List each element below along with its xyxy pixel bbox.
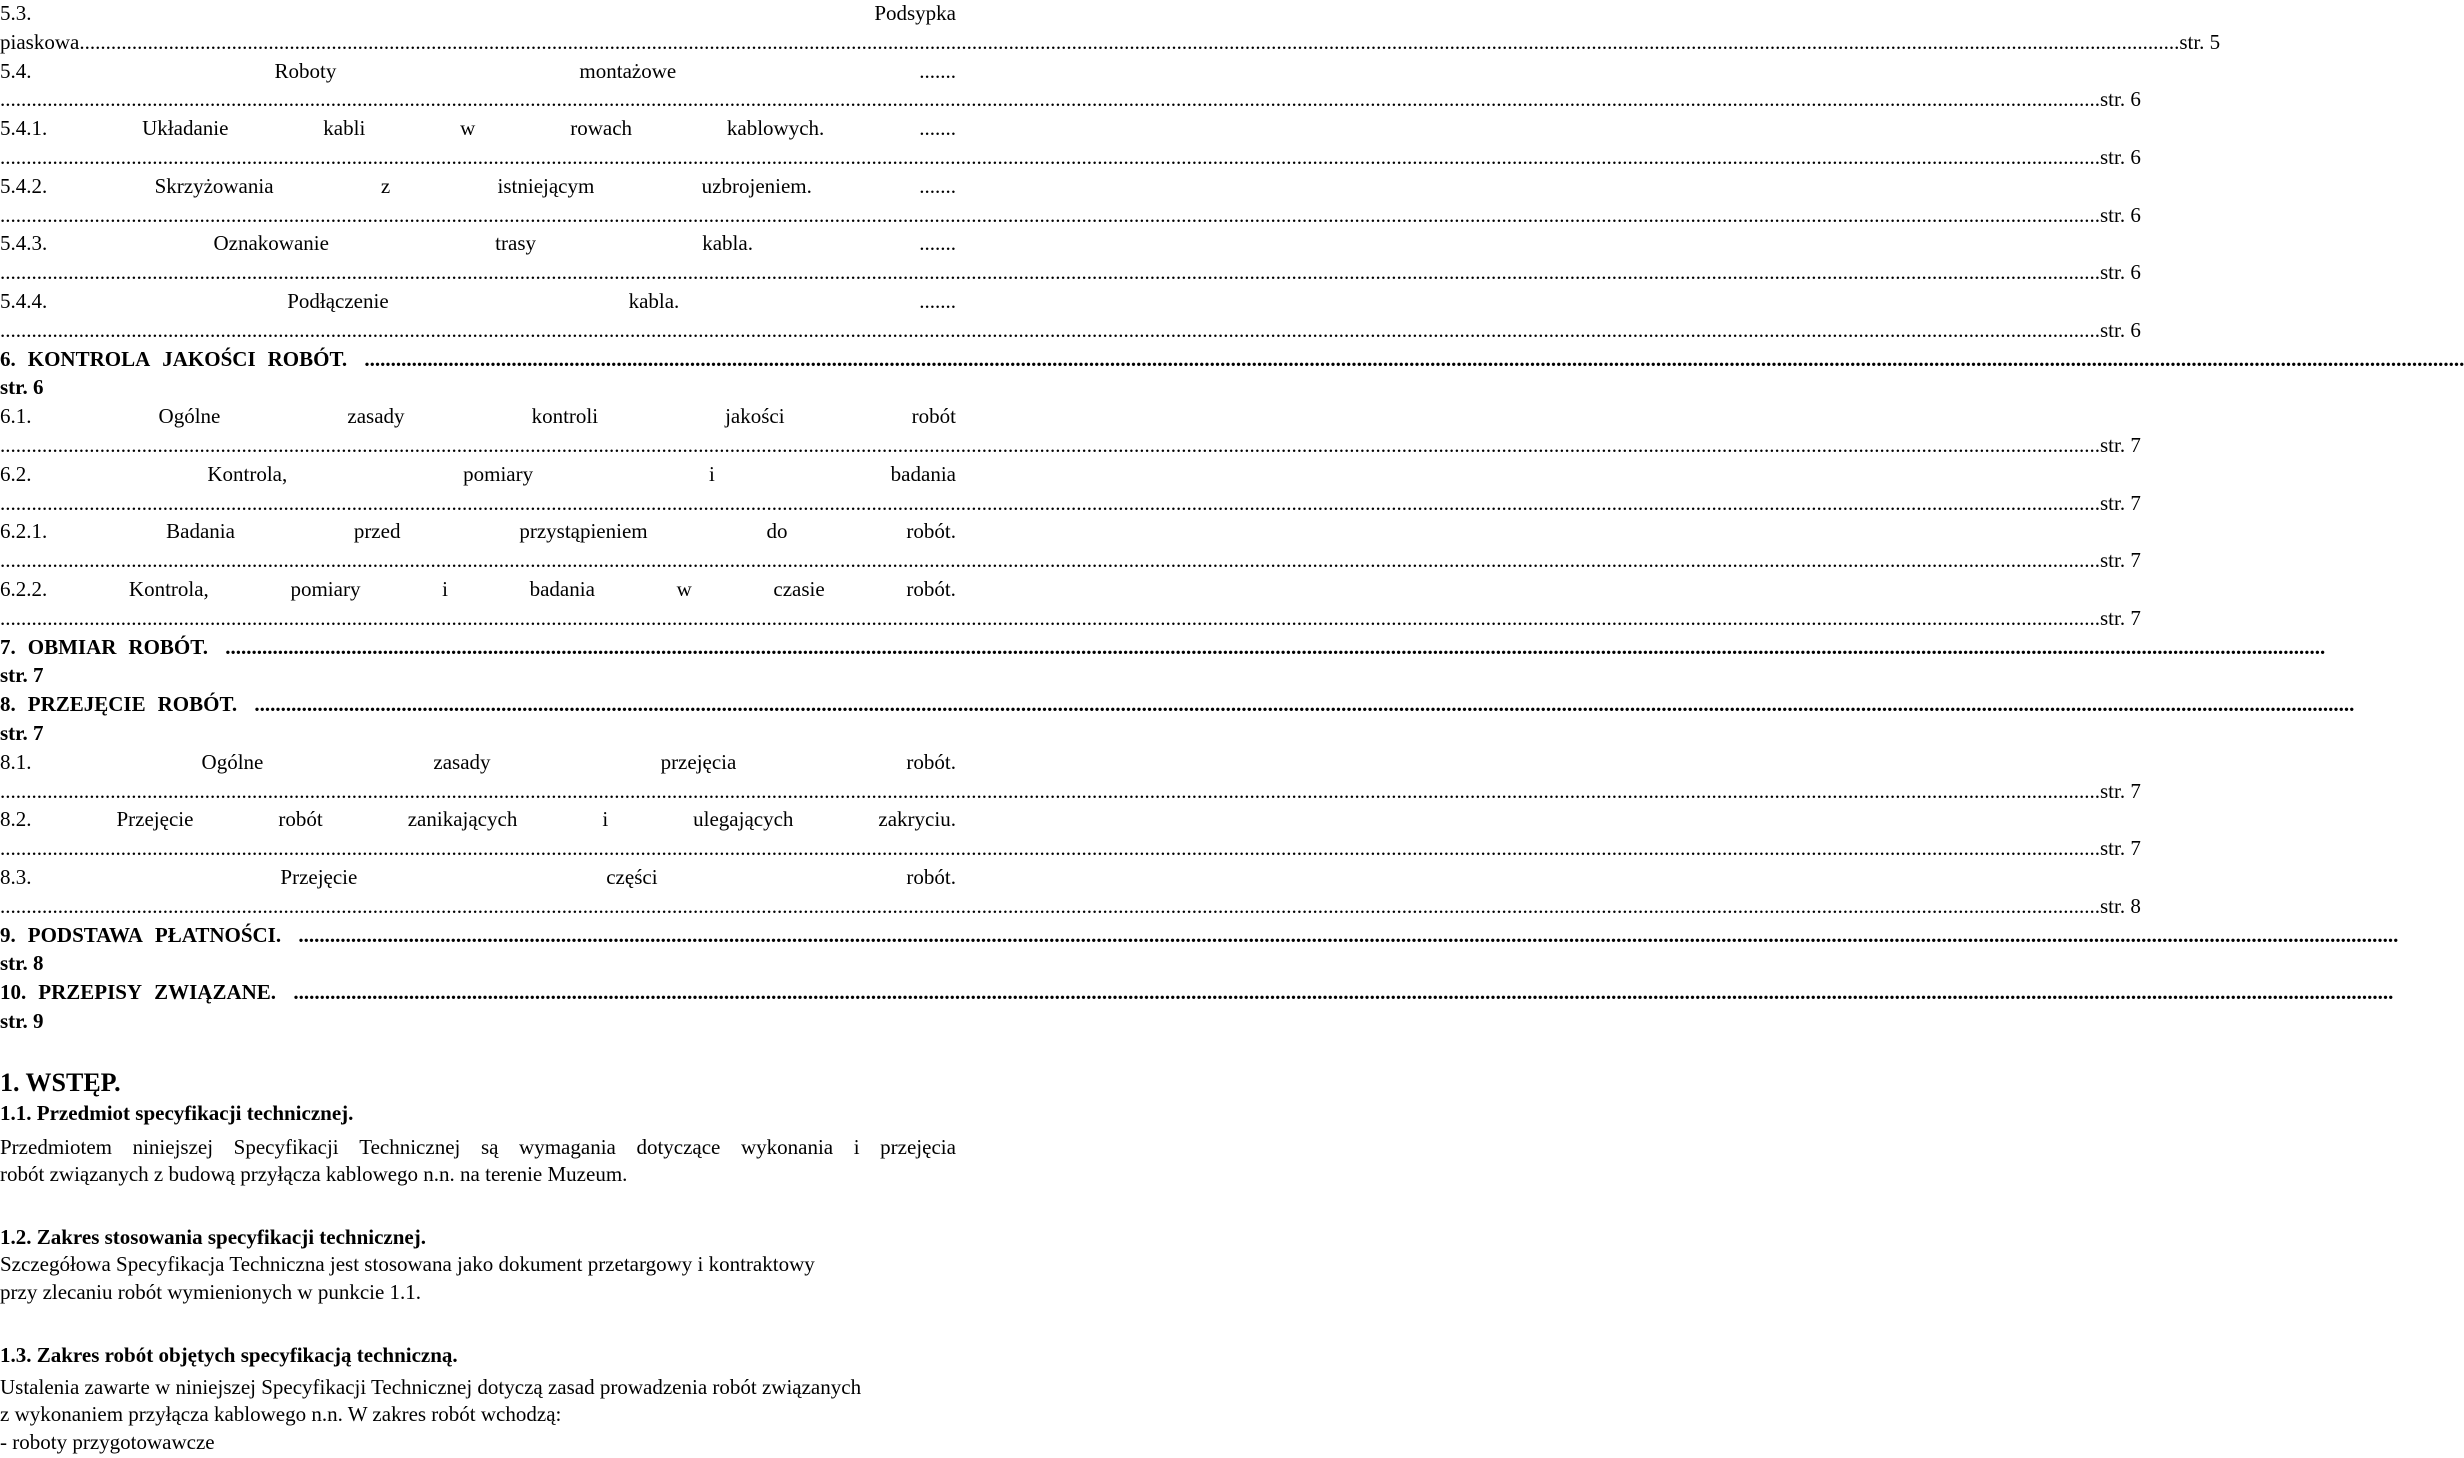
paragraph-1-3-line-3: - roboty przygotowawcze [0,1430,215,1454]
toc-entry-number: 7. [0,634,16,659]
toc-entry-word: badania [529,577,595,601]
toc-entry-word: badania [890,461,956,486]
toc-page-ref: str. 7 [2100,548,2141,573]
toc-entry-word: Przejęcie [116,807,194,832]
toc-entry-word: ZWIĄZANE. [154,980,282,1005]
toc-dot-leader: ................................................................................................................................................................................................................................................................................................................................................................................................................ [0,490,2100,515]
toc-dot-leader: ................................................................................................................................................................................................................................................................................................................................................................................................................ [0,317,2100,342]
toc-entry-leader[interactable] [0,432,2141,458]
toc-entry-word: części [606,865,658,889]
toc-page-ref: str. 7 [2100,433,2141,457]
toc-entry-number: 5.4.3. [0,231,48,256]
toc-entry-word: z [380,173,391,198]
toc-entry-word: jakości [725,404,785,429]
toc-entry-leader[interactable] [0,720,956,746]
toc-entry-word: ROBÓT. [157,692,243,717]
toc-entry-word: ROBÓT. [128,634,214,659]
toc-entry-word: zasady [433,749,491,774]
toc-entry-word: i [602,807,609,832]
toc-entry-number: 5.4.4. [0,289,48,313]
toc-entry-word: KONTROLA [27,346,151,371]
toc-dot-leader: ................................................................................................................................................................................................................................................................................................................................................................................................................ [0,433,2100,457]
toc-entry-word: zasady [347,404,405,429]
toc-entry-number: 6.2.2. [0,577,48,601]
toc-entry-word: PODSTAWA [27,922,143,947]
toc-dot-leader: ................................................................................................................................................................................................................................................................................................................................................................................................................ [79,29,2180,54]
toc-entry-title[interactable] [0,461,956,487]
toc-entry-word: kabla. [702,231,753,256]
toc-entry-word: montażowe [579,58,677,83]
toc-entry-word: Skrzyżowania [154,173,274,198]
toc-page-ref: str. 6 [2100,87,2141,112]
toc-entry-word: kabli [323,116,366,141]
toc-entry-word: PŁATNOŚCI. [154,922,287,947]
toc-entry-word: zakryciu. [878,807,956,832]
toc-entry-word: ulegających [693,807,794,832]
toc-dot-leader: ................................................................................................................................................................................................................................................................................................................................................................................................................ [364,346,2464,371]
toc-dot-leader: ................................................................................................................................................................................................................................................................................................................................................................................................................ [0,260,2100,285]
toc-entry-word: ....... [919,116,956,141]
toc-entry-title[interactable] [0,518,956,544]
toc-entry-title[interactable] [0,979,2394,1005]
toc-entry-word: OBMIAR [27,634,117,659]
toc-entry-title[interactable] [0,576,956,602]
toc-entry-leader[interactable] [0,778,2141,804]
toc-entry-word: pomiary [290,577,361,601]
toc-page-ref: str. 6 [2100,260,2141,285]
toc-entry-word: przejęcia [660,749,737,774]
toc-entry-number: 10. [0,980,27,1005]
toc-entry-word: Roboty [274,58,337,83]
toc-entry-leader[interactable] [0,605,2141,631]
toc-page-ref: str. 6 [0,375,44,400]
toc-entry-title[interactable] [0,230,956,256]
paragraph-1-2-line-1: Szczegółowa Specyfikacja Techniczna jest stosowana jako dokument przetargowy i kontraktowy [0,1252,815,1276]
toc-entry-word: Kontrola, [128,577,209,601]
toc-entry-leader[interactable] [0,144,2141,170]
toc-entry-word: istniejącym [497,173,595,198]
toc-entry-word: Badania [166,519,235,544]
paragraph-1-1-line-2: robót związanych z budową przyłącza kablowego n.n. na terenie Muzeum. [0,1162,628,1186]
toc-entry-leader[interactable] [0,259,2141,285]
toc-entry-leader[interactable] [0,86,2141,112]
toc-dot-leader: ................................................................................................................................................................................................................................................................................................................................................................................................................ [298,922,2399,947]
toc-dot-leader: ................................................................................................................................................................................................................................................................................................................................................................................................................ [0,202,2100,227]
toc-entry-number: 6.2. [0,461,32,486]
toc-entry-word: ....... [919,231,956,256]
toc-dot-leader: ................................................................................................................................................................................................................................................................................................................................................................................................................ [225,634,2326,659]
toc-page-ref: str. 9 [0,1009,44,1033]
toc-entry-word: przed [353,519,401,544]
paragraph-1-3-line-1: Ustalenia zawarte w niniejszej Specyfikacji Technicznej dotyczą zasad prowadzenia robót związanych [0,1375,862,1399]
toc-entry-word: robót. [906,749,956,774]
toc-dot-leader: ................................................................................................................................................................................................................................................................................................................................................................................................................ [0,548,2100,573]
toc-entry-number: 5.4.2. [0,173,48,198]
toc-entry-word: kablowych. [726,116,825,141]
toc-entry-word: uzbrojeniem. [701,173,812,198]
toc-page-ref: str. 8 [2100,893,2141,918]
toc-entry-word: robót [278,807,323,832]
toc-entry-number: 9. [0,922,16,947]
toc-entry-title[interactable] [0,749,956,775]
toc-entry-word: przystąpieniem [519,519,648,544]
toc-dot-leader: ................................................................................................................................................................................................................................................................................................................................................................................................................ [254,692,2355,717]
toc-entry-word: robót [911,404,956,429]
toc-dot-leader: ................................................................................................................................................................................................................................................................................................................................................................................................................ [0,145,2100,169]
toc-entry-number: 8. [0,692,16,717]
toc-page-ref: str. 6 [2100,145,2141,169]
toc-entry-leader[interactable] [0,950,956,976]
toc-entry-word: Podłączenie [287,289,389,313]
toc-entry-word: i [708,461,715,486]
toc-page-ref: str. 6 [2100,317,2141,342]
toc-entry-leader[interactable] [0,490,2141,516]
toc-entry-leader[interactable] [0,317,2141,343]
toc-entry-title[interactable] [0,634,2326,660]
toc-entry-word: Ogólne [158,404,221,429]
subsection-title-1-3: 1.3. Zakres robót objętych specyfikacją techniczną. [0,1343,458,1367]
paragraph-1-2-line-2: przy zlecaniu robót wymienionych w punkcie 1.1. [0,1280,422,1304]
toc-entry-word: kontroli [531,404,599,429]
toc-page-ref: str. 8 [0,951,44,976]
toc-entry-number: 5.4. [0,58,32,83]
toc-entry-title[interactable] [0,403,956,429]
toc-page-ref: str. 7 [2100,490,2141,515]
toc-entry-word: Podsypka [874,1,956,25]
toc-entry-word: Ogólne [201,749,264,774]
toc-entry-leader[interactable] [0,29,2221,55]
toc-entry-word: Przejęcie [280,865,358,889]
subsection-title-1-2: 1.2. Zakres stosowania specyfikacji technicznej. [0,1225,426,1249]
toc-entry-word: ....... [919,289,956,313]
toc-entry-title[interactable] [0,806,956,832]
toc-page-ref: str. 7 [2100,836,2141,861]
toc-entry-number: 6.1. [0,404,32,429]
toc-entry-title[interactable] [0,173,956,199]
toc-entry-title[interactable] [0,346,2464,372]
toc-page-ref: str. 7 [0,663,44,688]
toc-entry-word: ROBÓT. [267,346,353,371]
toc-entry-word: robót. [906,519,956,544]
toc-entry-word: JAKOŚCI [162,346,256,371]
toc-dot-leader: ................................................................................................................................................................................................................................................................................................................................................................................................................ [0,778,2100,803]
subsection-title-1-1: 1.1. Przedmiot specyfikacji technicznej. [0,1101,354,1125]
toc-page-ref: str. 7 [0,721,44,745]
toc-entry-word: zanikających [407,807,518,832]
toc-entry-title[interactable] [0,922,2399,948]
toc-dot-leader: ................................................................................................................................................................................................................................................................................................................................................................................................................ [0,87,2100,112]
toc-entry-number: 8.3. [0,865,32,889]
paragraph-1-1-line-1: Przedmiotem niniejszej Specyfikacji Technicznej są wymagania dotyczące wykonania i przejęcia [0,1135,956,1159]
toc-entry-word: pomiary [463,461,534,486]
toc-entry-number: 8.1. [0,749,32,774]
section-heading: 1. WSTĘP. [0,1068,121,1097]
toc-entry-number: 6.2.1. [0,519,48,544]
toc-dot-leader: ................................................................................................................................................................................................................................................................................................................................................................................................................ [0,605,2100,630]
toc-entry-word: rowach [570,116,633,141]
toc-entry-word: do [766,519,788,544]
toc-entry-word: robót. [906,577,956,601]
toc-entry-leader[interactable] [0,547,2141,573]
toc-entry-continuation: piaskowa [0,29,80,54]
toc-entry-word: Układanie [142,116,229,141]
toc-entry-number: 6. [0,346,16,371]
toc-entry-title[interactable] [0,691,2355,717]
toc-entry-title[interactable] [0,58,956,84]
toc-entry-word: czasie [773,577,825,601]
toc-entry-number: 8.2. [0,807,32,832]
toc-entry-leader[interactable] [0,202,2141,228]
toc-entry-title[interactable] [0,864,956,890]
toc-entry-title[interactable] [0,288,956,314]
toc-entry-leader[interactable] [0,374,956,400]
toc-entry-number: 5.4.1. [0,116,48,141]
toc-page-ref: str. 7 [2100,778,2141,803]
toc-entry-leader[interactable] [0,893,2141,919]
toc-page-ref: str. 5 [2179,29,2221,54]
toc-page-ref: str. 7 [2100,605,2141,630]
toc-entry-word: ....... [919,173,956,198]
paragraph-1-3-line-2: z wykonaniem przyłącza kablowego n.n. W zakres robót wchodzą: [0,1402,562,1426]
toc-dot-leader: ................................................................................................................................................................................................................................................................................................................................................................................................................ [293,980,2394,1005]
toc-page-ref: str. 6 [2100,202,2141,227]
toc-entry-word: w [676,577,692,601]
toc-entry-word: w [460,116,476,141]
toc-dot-leader: ................................................................................................................................................................................................................................................................................................................................................................................................................ [0,893,2100,918]
toc-entry-number: 5.3. [0,1,32,25]
toc-entry-word: Oznakowanie [213,231,329,256]
toc-dot-leader: ................................................................................................................................................................................................................................................................................................................................................................................................................ [0,836,2100,861]
toc-entry-word: PRZEJĘCIE [27,692,146,717]
toc-entry-word: PRZEPISY [38,980,143,1005]
toc-entry-title[interactable] [0,115,956,141]
toc-entry-leader[interactable] [0,1008,956,1034]
toc-entry-title[interactable] [0,0,956,26]
toc-entry-word: robót. [906,865,956,889]
toc-entry-word: i [442,577,448,601]
toc-entry-word: kabla. [628,289,680,313]
toc-entry-leader[interactable] [0,662,956,688]
toc-entry-word: Kontrola, [207,461,288,486]
toc-entry-word: ....... [919,58,956,83]
toc-entry-word: trasy [495,231,536,256]
toc-entry-leader[interactable] [0,835,2141,861]
